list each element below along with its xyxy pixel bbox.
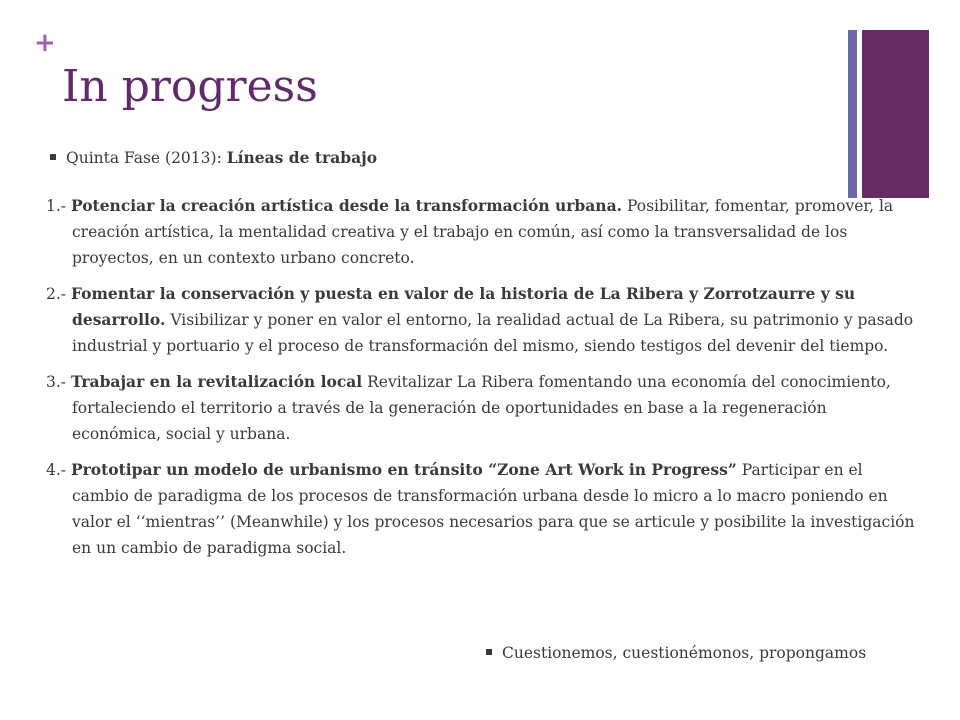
work-line-1 — [46, 193, 916, 271]
decorative-bar-wide — [862, 30, 929, 198]
item-number: 4.- — [46, 461, 71, 479]
work-line-3 — [46, 369, 916, 447]
item-number: 1.- — [46, 197, 71, 215]
item-body: Participar en el cambio de paradigma de los procesos de transformación urbana desde lo micro a lo macro poniendo en valor el ‘‘mientras’’ (Meanwhile) y los procesos necesarios para que se articule y posibilite la investigación en un cambio de paradigma social. — [72, 461, 915, 557]
bullet-square-icon — [486, 649, 492, 655]
work-line-4 — [46, 457, 916, 561]
bullet-square-icon — [50, 154, 56, 160]
plus-icon: + — [34, 28, 56, 58]
item-body: Posibilitar, fomentar, promover, la creación artística, la mentalidad creativa y el trabajo en común, así como la transversalidad de los proyectos, en un contexto urbano concreto. — [72, 197, 894, 267]
item-body: Revitalizar La Ribera fomentando una economía del conocimiento, fortaleciendo el territorio a través de la generación de oportunidades en base a la regeneración económica, social y urbana. — [72, 373, 891, 443]
intro-bold: Líneas de trabajo — [226, 148, 378, 167]
intro-bullet — [50, 148, 377, 168]
item-number: 3.- — [46, 373, 71, 391]
closing-text: Cuestionemos, cuestionémonos, propongamos — [502, 644, 867, 662]
item-body: Visibilizar y poner en valor el entorno, la realidad actual de La Ribera, su patrimonio y pasado industrial y portuario y el proceso de transformación del mismo, siendo testigos del devenir del tiempo. — [72, 311, 914, 355]
work-line-2 — [46, 281, 916, 359]
intro-prefix: Quinta Fase (2013): — [66, 149, 227, 167]
closing-bullet — [486, 643, 866, 663]
item-heading: Prototipar un modelo de urbanismo en tránsito “Zone Art Work in Progress” — [70, 460, 737, 479]
item-heading: Potenciar la creación artística desde la transformación urbana. — [70, 196, 623, 215]
slide-title: In progress — [62, 61, 318, 112]
work-lines-list — [46, 193, 916, 571]
item-heading: Trabajar en la revitalización local — [70, 372, 363, 391]
decorative-bar-thin — [848, 30, 857, 198]
item-number: 2.- — [46, 285, 71, 303]
item-heading: Fomentar la conservación y puesta en valor de la historia de La Ribera y Zorrotzaurre y su desarrollo. — [70, 284, 856, 329]
